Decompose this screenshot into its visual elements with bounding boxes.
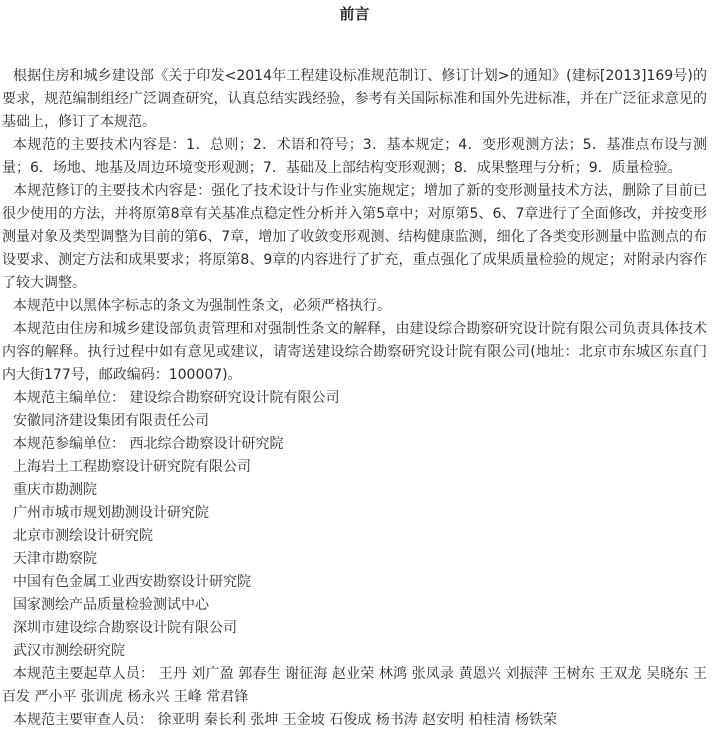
participating-org-line: 武汉市测绘研究院 <box>13 643 125 659</box>
participating-org-line: 天津市勘察院 <box>13 551 97 567</box>
page-title: 前言 <box>339 5 370 23</box>
participating-org-line: 广州市城市规划勘测设计研究院 <box>13 505 209 521</box>
chief-editing-org-line: 本规范主编单位： 建设综合勘察研究设计院有限公司 <box>13 390 340 406</box>
participating-org-line: 中国有色金属工业西安勘察设计研究院 <box>13 574 251 590</box>
participating-org-line: 重庆市勘测院 <box>13 482 97 498</box>
drafters-paragraph: 本规范主要起草人员： 王丹 刘广盈 郭春生 谢征海 赵业荣 林鸿 张凤录 黄恩兴 刘振萍 王树东 王双龙 吴晓东 王百发 严小平 张训虎 杨永兴 王峰 常君锋 <box>2 666 707 705</box>
technical-contents-paragraph: 本规范的主要技术内容是：1．总则；2．术语和符号；3．基本规定；4．变形观测方法；5．基准点布设与测量；6．场地、地基及周边环境变形观测；7．基础及上部结构变形观测；8．成果整理与分析；9．质量检验。 <box>2 137 707 176</box>
mandatory-clauses-note: 本规范中以黑体字标志的条文为强制性条文，必须严格执行。 <box>13 298 391 314</box>
revision-summary-paragraph: 本规范修订的主要技术内容是：强化了技术设计与作业实施规定；增加了新的变形测量技术方法，删除了目前已很少使用的方法，并将原第8章有关基准点稳定性分析并入第5章中；对原第5、6、7章进行了全面修改，并按变形测量对象及类型调整为目前的第6、7章，增加了收敛变形观测、结构健康监测，细化了各类变形测量中监测点的布设要求、测定方法和成果要求；将原第8、9章的内容进行了扩充，重点强化了成果质量检验的规定；对附录内容作了较大调整。 <box>2 183 707 291</box>
chief-editing-org-line: 安徽同济建设集团有限责任公司 <box>13 413 209 429</box>
intro-paragraph: 根据住房和城乡建设部《关于印发<2014年工程建设标准规范制订、修订计划>的通知》(建标[2013]169号)的要求，规范编制组经广泛调查研究，认真总结实践经验，参考有关国际标准和国外先进标准，并在广泛征求意见的基础上，修订了本规范。 <box>2 68 707 130</box>
participating-org-line: 本规范参编单位： 西北综合勘察设计研究院 <box>13 436 284 452</box>
participating-org-line: 深圳市建设综合勘察设计院有限公司 <box>13 620 237 636</box>
reviewers-paragraph: 本规范主要审查人员： 徐亚明 秦长利 张坤 王金坡 石俊成 杨书涛 赵安明 柏桂清 杨铁荣 <box>13 712 558 728</box>
participating-org-line: 上海岩土工程勘察设计研究院有限公司 <box>13 459 251 475</box>
participating-org-line: 北京市测绘设计研究院 <box>13 528 153 544</box>
participating-org-line: 国家测绘产品质量检验测试中心 <box>13 597 209 613</box>
interpretation-contact-paragraph: 本规范由住房和城乡建设部负责管理和对强制性条文的解释，由建设综合勘察研究设计院有限公司负责具体技术内容的解释。执行过程中如有意见或建议，请寄送建设综合勘察研究设计院有限公司(地址：北京市东城区东直门内大街177号，邮政编码：100007)。 <box>2 321 707 383</box>
